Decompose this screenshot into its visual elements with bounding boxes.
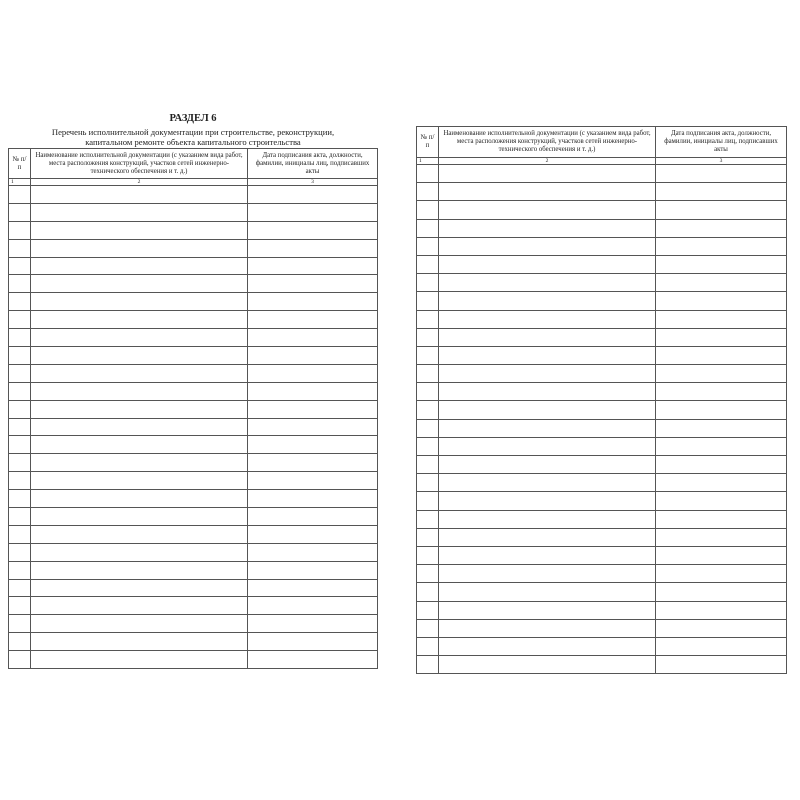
number-cell[interactable] bbox=[9, 472, 31, 490]
document-cell[interactable] bbox=[31, 186, 248, 204]
number-cell[interactable] bbox=[417, 565, 439, 583]
number-cell[interactable] bbox=[417, 583, 439, 601]
table-row bbox=[9, 597, 378, 615]
number-cell[interactable] bbox=[9, 239, 31, 257]
document-cell[interactable] bbox=[31, 615, 248, 633]
signing-cell[interactable] bbox=[656, 292, 787, 310]
table-row bbox=[9, 651, 378, 669]
number-cell[interactable] bbox=[417, 656, 439, 674]
table-row bbox=[9, 239, 378, 257]
signing-cell[interactable] bbox=[248, 508, 378, 526]
signing-cell[interactable] bbox=[656, 219, 787, 237]
number-cell[interactable] bbox=[417, 474, 439, 492]
number-cell[interactable] bbox=[9, 615, 31, 633]
number-cell[interactable] bbox=[9, 525, 31, 543]
document-cell[interactable] bbox=[439, 419, 656, 437]
table-row bbox=[9, 418, 378, 436]
signing-cell[interactable] bbox=[248, 525, 378, 543]
signing-cell[interactable] bbox=[248, 347, 378, 365]
document-cell[interactable] bbox=[31, 221, 248, 239]
number-cell[interactable] bbox=[417, 365, 439, 383]
table-header-row bbox=[9, 149, 378, 179]
table-row bbox=[9, 186, 378, 204]
signing-cell[interactable] bbox=[248, 651, 378, 669]
header-document-name: Наименование исполнительной документации (с указанием вида работ, места расположения конструкций, участков сетей инженерно-технического обеспечения и т. д.) bbox=[439, 127, 656, 158]
table-row bbox=[9, 615, 378, 633]
signing-cell[interactable] bbox=[248, 293, 378, 311]
subtitle-line-2: капитальном ремонте объекта капитального строительства bbox=[85, 137, 301, 147]
signing-cell[interactable] bbox=[248, 364, 378, 382]
signing-cell[interactable] bbox=[656, 383, 787, 401]
document-cell[interactable] bbox=[31, 454, 248, 472]
signing-cell[interactable] bbox=[656, 546, 787, 564]
table-row bbox=[9, 472, 378, 490]
number-cell[interactable] bbox=[417, 637, 439, 655]
column-number-3: 3 bbox=[248, 179, 378, 186]
table-row bbox=[9, 490, 378, 508]
number-cell[interactable] bbox=[9, 364, 31, 382]
table-row bbox=[9, 364, 378, 382]
table-row bbox=[417, 219, 787, 237]
number-cell[interactable] bbox=[9, 561, 31, 579]
signing-cell[interactable] bbox=[248, 275, 378, 293]
number-cell[interactable] bbox=[9, 400, 31, 418]
column-number-1: 1 bbox=[9, 179, 31, 186]
document-cell[interactable] bbox=[439, 219, 656, 237]
table-row bbox=[417, 201, 787, 219]
table-row bbox=[417, 419, 787, 437]
number-cell[interactable] bbox=[417, 437, 439, 455]
document-cell[interactable] bbox=[439, 401, 656, 419]
table-row bbox=[417, 328, 787, 346]
number-cell[interactable] bbox=[417, 383, 439, 401]
column-number-2: 2 bbox=[31, 179, 248, 186]
table-row bbox=[9, 329, 378, 347]
document-cell[interactable] bbox=[439, 237, 656, 255]
document-cell[interactable] bbox=[439, 328, 656, 346]
table-row bbox=[9, 257, 378, 275]
signing-cell[interactable] bbox=[248, 561, 378, 579]
table-row bbox=[417, 601, 787, 619]
signing-cell[interactable] bbox=[248, 418, 378, 436]
signing-cell[interactable] bbox=[656, 456, 787, 474]
document-cell[interactable] bbox=[439, 656, 656, 674]
document-cell[interactable] bbox=[31, 257, 248, 275]
number-cell[interactable] bbox=[417, 546, 439, 564]
document-cell[interactable] bbox=[31, 651, 248, 669]
document-cell[interactable] bbox=[31, 472, 248, 490]
signing-cell[interactable] bbox=[656, 183, 787, 201]
document-cell[interactable] bbox=[31, 329, 248, 347]
signing-cell[interactable] bbox=[656, 165, 787, 183]
documentation-table-left bbox=[8, 148, 378, 669]
signing-cell[interactable] bbox=[656, 510, 787, 528]
signing-cell[interactable] bbox=[248, 186, 378, 204]
table-row bbox=[417, 619, 787, 637]
number-cell[interactable] bbox=[9, 275, 31, 293]
signing-cell[interactable] bbox=[248, 436, 378, 454]
signing-cell[interactable] bbox=[248, 633, 378, 651]
document-cell[interactable] bbox=[439, 474, 656, 492]
right-page bbox=[416, 126, 787, 674]
left-page bbox=[8, 113, 378, 669]
column-number-3: 3 bbox=[656, 158, 787, 165]
table-row bbox=[9, 454, 378, 472]
number-cell[interactable] bbox=[9, 186, 31, 204]
signing-cell[interactable] bbox=[656, 528, 787, 546]
number-cell[interactable] bbox=[9, 311, 31, 329]
signing-cell[interactable] bbox=[656, 565, 787, 583]
table-row bbox=[417, 565, 787, 583]
number-cell[interactable] bbox=[417, 201, 439, 219]
document-cell[interactable] bbox=[439, 492, 656, 510]
table-row bbox=[9, 221, 378, 239]
signing-cell[interactable] bbox=[656, 310, 787, 328]
table-body-right bbox=[417, 165, 787, 674]
table-row bbox=[9, 561, 378, 579]
document-cell[interactable] bbox=[439, 437, 656, 455]
document-cell[interactable] bbox=[31, 525, 248, 543]
table-row bbox=[417, 637, 787, 655]
number-cell[interactable] bbox=[9, 347, 31, 365]
number-cell[interactable] bbox=[417, 419, 439, 437]
document-cell[interactable] bbox=[439, 255, 656, 273]
signing-cell[interactable] bbox=[656, 346, 787, 364]
document-cell[interactable] bbox=[439, 546, 656, 564]
document-cell[interactable] bbox=[31, 543, 248, 561]
table-row bbox=[417, 292, 787, 310]
signing-cell[interactable] bbox=[248, 239, 378, 257]
document-cell[interactable] bbox=[439, 310, 656, 328]
signing-cell[interactable] bbox=[656, 437, 787, 455]
number-cell[interactable] bbox=[9, 508, 31, 526]
number-cell[interactable] bbox=[417, 601, 439, 619]
number-cell[interactable] bbox=[9, 651, 31, 669]
table-row bbox=[9, 293, 378, 311]
number-cell[interactable] bbox=[417, 274, 439, 292]
document-cell[interactable] bbox=[439, 583, 656, 601]
table-row bbox=[417, 437, 787, 455]
number-cell[interactable] bbox=[9, 543, 31, 561]
number-cell[interactable] bbox=[417, 292, 439, 310]
signing-cell[interactable] bbox=[656, 255, 787, 273]
signing-cell[interactable] bbox=[656, 419, 787, 437]
header-number: № п/п bbox=[9, 149, 31, 179]
document-cell[interactable] bbox=[31, 633, 248, 651]
table-row bbox=[417, 510, 787, 528]
number-cell[interactable] bbox=[417, 219, 439, 237]
signing-cell[interactable] bbox=[656, 637, 787, 655]
document-cell[interactable] bbox=[439, 637, 656, 655]
number-cell[interactable] bbox=[417, 492, 439, 510]
table-row bbox=[417, 456, 787, 474]
signing-cell[interactable] bbox=[656, 583, 787, 601]
number-cell[interactable] bbox=[417, 310, 439, 328]
document-cell[interactable] bbox=[439, 201, 656, 219]
signing-cell[interactable] bbox=[656, 274, 787, 292]
column-number-2: 2 bbox=[439, 158, 656, 165]
document-cell[interactable] bbox=[31, 364, 248, 382]
table-row bbox=[417, 183, 787, 201]
number-cell[interactable] bbox=[417, 510, 439, 528]
document-cell[interactable] bbox=[439, 601, 656, 619]
table-row bbox=[417, 528, 787, 546]
table-row bbox=[9, 311, 378, 329]
table-row bbox=[9, 203, 378, 221]
table-row bbox=[417, 237, 787, 255]
section-title: РАЗДЕЛ 6 bbox=[169, 113, 217, 124]
document-cell[interactable] bbox=[31, 561, 248, 579]
table-row bbox=[417, 401, 787, 419]
table-row bbox=[417, 474, 787, 492]
document-cell[interactable] bbox=[439, 565, 656, 583]
table-row bbox=[9, 400, 378, 418]
number-cell[interactable] bbox=[9, 579, 31, 597]
table-row bbox=[417, 346, 787, 364]
table-row bbox=[417, 274, 787, 292]
document-cell[interactable] bbox=[31, 275, 248, 293]
document-cell[interactable] bbox=[31, 239, 248, 257]
document-cell[interactable] bbox=[31, 597, 248, 615]
table-body-left bbox=[9, 186, 378, 669]
number-cell[interactable] bbox=[9, 436, 31, 454]
number-cell[interactable] bbox=[417, 346, 439, 364]
document-cell[interactable] bbox=[31, 490, 248, 508]
signing-cell[interactable] bbox=[656, 365, 787, 383]
table-row bbox=[9, 633, 378, 651]
document-cell[interactable] bbox=[31, 311, 248, 329]
signing-cell[interactable] bbox=[248, 400, 378, 418]
signing-cell[interactable] bbox=[248, 543, 378, 561]
number-cell[interactable] bbox=[9, 454, 31, 472]
table-row bbox=[417, 492, 787, 510]
subtitle-line-1: Перечень исполнительной документации при строительстве, реконструкции, bbox=[51, 127, 335, 137]
document-cell[interactable] bbox=[439, 165, 656, 183]
document-cell[interactable] bbox=[439, 183, 656, 201]
signing-cell[interactable] bbox=[656, 492, 787, 510]
signing-cell[interactable] bbox=[248, 490, 378, 508]
number-cell[interactable] bbox=[417, 456, 439, 474]
header-document-name: Наименование исполнительной документации (с указанием вида работ, места расположения конструкций, участков сетей инженерно-технического обеспечения и т. д.) bbox=[31, 149, 248, 179]
document-cell[interactable] bbox=[439, 274, 656, 292]
table-row bbox=[417, 546, 787, 564]
document-cell[interactable] bbox=[439, 292, 656, 310]
number-cell[interactable] bbox=[9, 382, 31, 400]
number-cell[interactable] bbox=[9, 597, 31, 615]
signing-cell[interactable] bbox=[248, 257, 378, 275]
signing-cell[interactable] bbox=[248, 329, 378, 347]
document-cell[interactable] bbox=[439, 456, 656, 474]
number-cell[interactable] bbox=[9, 293, 31, 311]
document-cell[interactable] bbox=[31, 347, 248, 365]
signing-cell[interactable] bbox=[248, 203, 378, 221]
table-row bbox=[417, 165, 787, 183]
number-cell[interactable] bbox=[9, 329, 31, 347]
document-cell[interactable] bbox=[439, 528, 656, 546]
table-row bbox=[9, 525, 378, 543]
table-row bbox=[9, 579, 378, 597]
number-cell[interactable] bbox=[417, 401, 439, 419]
signing-cell[interactable] bbox=[248, 311, 378, 329]
document-cell[interactable] bbox=[439, 619, 656, 637]
table-row bbox=[417, 310, 787, 328]
number-cell[interactable] bbox=[9, 418, 31, 436]
table-header-row bbox=[417, 127, 787, 158]
table-row bbox=[9, 436, 378, 454]
table-row bbox=[9, 275, 378, 293]
document-cell[interactable] bbox=[439, 365, 656, 383]
document-cell[interactable] bbox=[439, 383, 656, 401]
document-cell[interactable] bbox=[31, 436, 248, 454]
table-row bbox=[417, 383, 787, 401]
signing-cell[interactable] bbox=[656, 474, 787, 492]
header-signing-date: Дата подписания акта, должности, фамилии, инициалы лиц, подписавших акты bbox=[248, 149, 378, 179]
documentation-table-right bbox=[416, 126, 787, 674]
signing-cell[interactable] bbox=[656, 401, 787, 419]
table-row bbox=[417, 255, 787, 273]
signing-cell[interactable] bbox=[656, 328, 787, 346]
document-cell[interactable] bbox=[31, 203, 248, 221]
signing-cell[interactable] bbox=[656, 656, 787, 674]
document-cell[interactable] bbox=[439, 346, 656, 364]
document-cell[interactable] bbox=[31, 382, 248, 400]
signing-cell[interactable] bbox=[248, 579, 378, 597]
table-row bbox=[417, 656, 787, 674]
signing-cell[interactable] bbox=[248, 615, 378, 633]
signing-cell[interactable] bbox=[656, 619, 787, 637]
number-cell[interactable] bbox=[417, 237, 439, 255]
number-cell[interactable] bbox=[9, 257, 31, 275]
number-cell[interactable] bbox=[9, 633, 31, 651]
document-cell[interactable] bbox=[31, 400, 248, 418]
number-cell[interactable] bbox=[9, 490, 31, 508]
signing-cell[interactable] bbox=[656, 201, 787, 219]
number-cell[interactable] bbox=[417, 619, 439, 637]
section-subtitle bbox=[8, 127, 378, 147]
column-number-row bbox=[9, 179, 378, 186]
signing-cell[interactable] bbox=[248, 454, 378, 472]
table-row bbox=[9, 382, 378, 400]
number-cell[interactable] bbox=[417, 165, 439, 183]
column-number-row bbox=[417, 158, 787, 165]
header-signing-date: Дата подписания акта, должности, фамилии, инициалы лиц, подписавших акты bbox=[656, 127, 787, 158]
number-cell[interactable] bbox=[9, 203, 31, 221]
number-cell[interactable] bbox=[417, 328, 439, 346]
signing-cell[interactable] bbox=[248, 472, 378, 490]
signing-cell[interactable] bbox=[248, 382, 378, 400]
signing-cell[interactable] bbox=[656, 601, 787, 619]
document-cell[interactable] bbox=[31, 508, 248, 526]
document-cell[interactable] bbox=[31, 418, 248, 436]
signing-cell[interactable] bbox=[656, 237, 787, 255]
table-row bbox=[9, 347, 378, 365]
table-row bbox=[417, 583, 787, 601]
signing-cell[interactable] bbox=[248, 597, 378, 615]
table-row bbox=[9, 543, 378, 561]
number-cell[interactable] bbox=[417, 528, 439, 546]
header-number: № п/п bbox=[417, 127, 439, 158]
document-cell[interactable] bbox=[439, 510, 656, 528]
signing-cell[interactable] bbox=[248, 221, 378, 239]
column-number-1: 1 bbox=[417, 158, 439, 165]
table-row bbox=[417, 365, 787, 383]
number-cell[interactable] bbox=[9, 221, 31, 239]
number-cell[interactable] bbox=[417, 183, 439, 201]
table-row bbox=[9, 508, 378, 526]
document-cell[interactable] bbox=[31, 579, 248, 597]
number-cell[interactable] bbox=[417, 255, 439, 273]
document-cell[interactable] bbox=[31, 293, 248, 311]
